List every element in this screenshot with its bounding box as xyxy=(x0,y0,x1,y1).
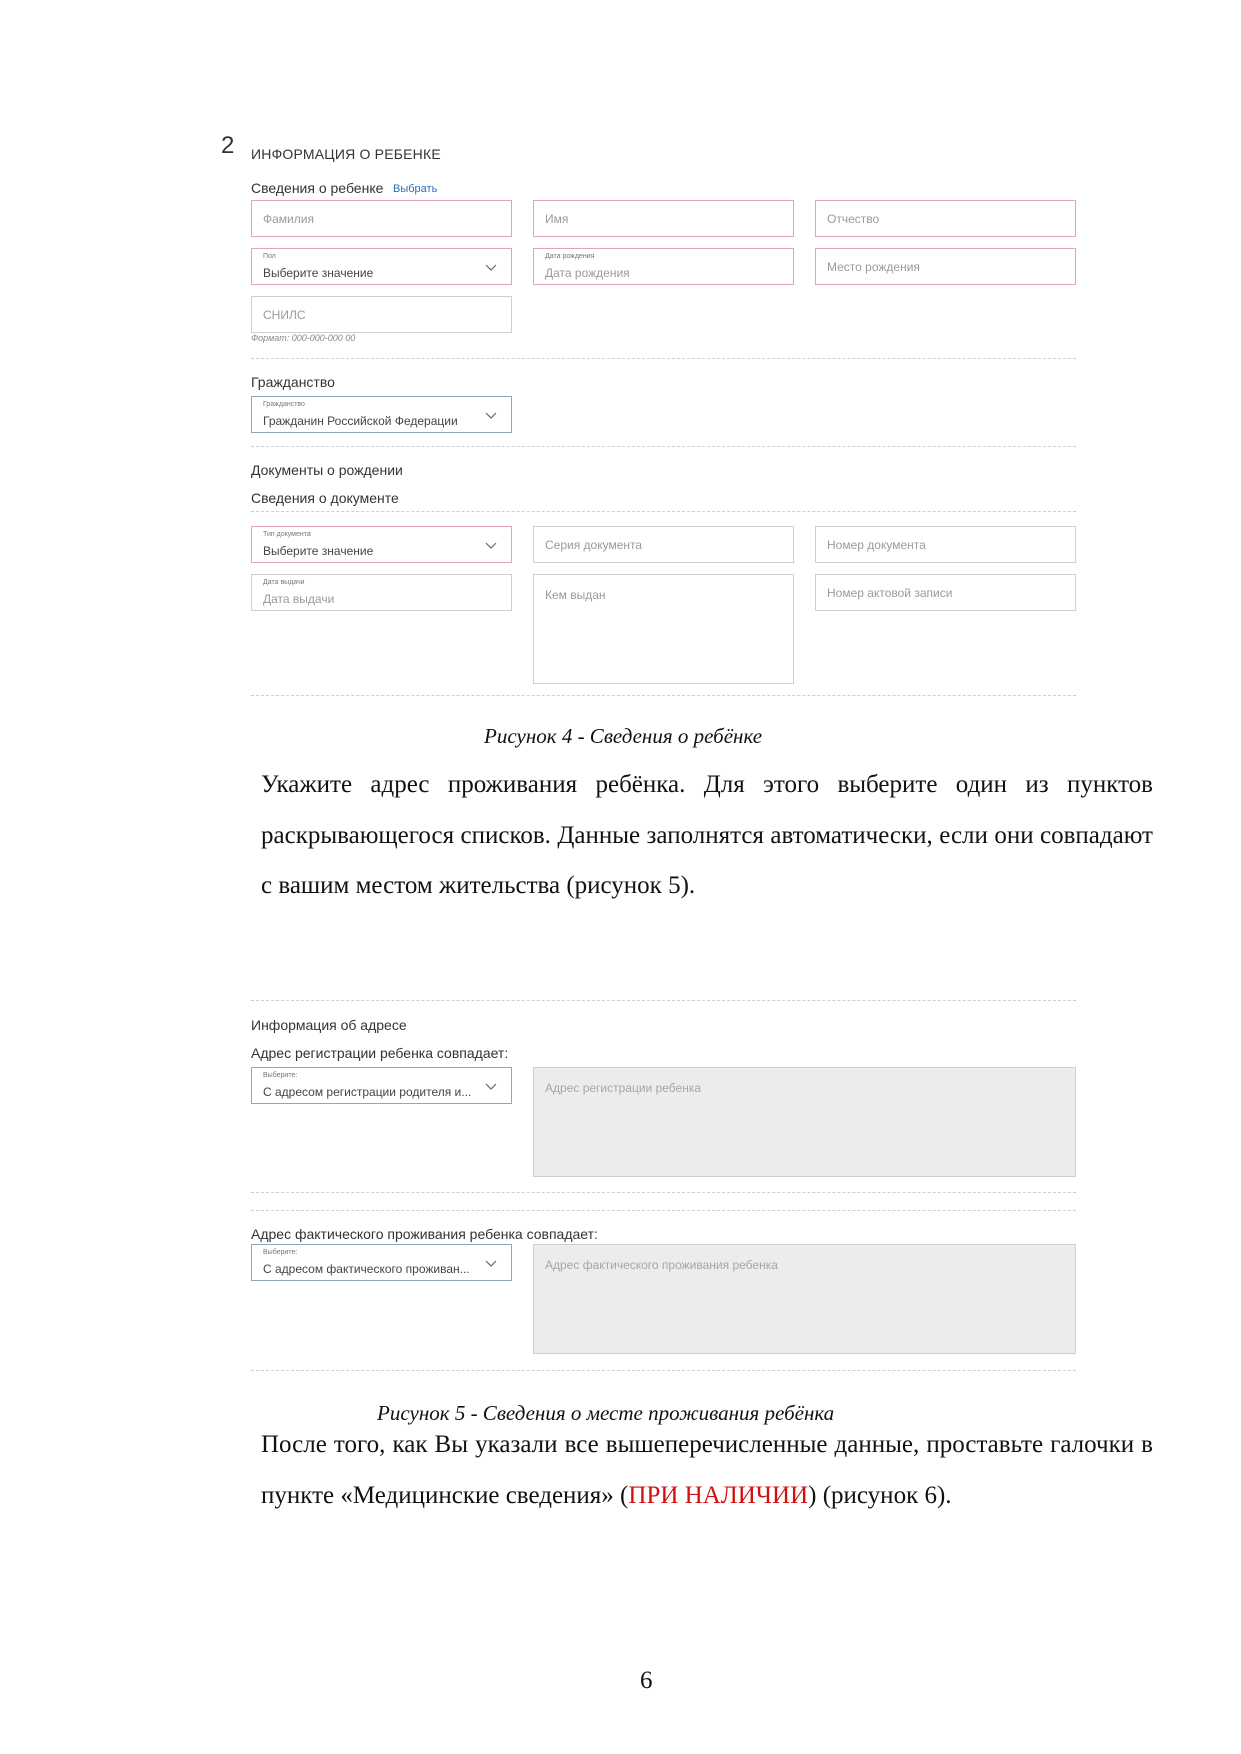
surname-field[interactable] xyxy=(251,200,512,237)
chevron-down-icon xyxy=(485,1080,497,1092)
step-number: 2 xyxy=(221,132,235,159)
reg-match-label: Адрес регистрации ребенка совпадает: xyxy=(251,1045,509,1061)
act-record-placeholder: Номер актовой записи xyxy=(827,586,953,600)
fact-address-select[interactable] xyxy=(251,1244,512,1281)
citizenship-value: Гражданин Российской Федерации xyxy=(263,414,458,428)
citizenship-label: Гражданство xyxy=(263,401,305,408)
fact-match-label: Адрес фактического проживания ребенка совпадает: xyxy=(251,1226,598,1242)
figure-4-caption: Рисунок 4 - Сведения о ребёнке xyxy=(484,724,763,748)
doc-type-label: Тип документа xyxy=(263,531,311,538)
snils-hint: Формат: 000-000-000 00 xyxy=(251,333,356,343)
select-label: Выберите: xyxy=(263,1072,298,1079)
instruction-paragraph-1: Укажите адрес проживания ребёнка. Для этого выберите один из пунктов раскрывающегося списков. Данные заполнятся автоматически, если они совпадают с вашим местом жительства (рисунок 5). xyxy=(261,771,1153,899)
child-info-label: Сведения о ребенке xyxy=(251,180,384,196)
divider xyxy=(251,358,1076,359)
birthplace-placeholder: Место рождения xyxy=(827,260,920,274)
birthplace-field[interactable] xyxy=(815,248,1076,285)
citizenship-select[interactable] xyxy=(251,396,512,433)
name-field[interactable] xyxy=(533,200,794,237)
paragraph-2-end: ) (рисунок 6). xyxy=(808,1481,952,1509)
issue-date-label: Дата выдачи xyxy=(263,579,305,586)
fact-select-value: С адресом фактического проживан... xyxy=(263,1262,470,1276)
gender-label: Пол xyxy=(263,253,276,260)
fact-address-placeholder: Адрес фактического проживания ребенка xyxy=(545,1258,778,1272)
divider xyxy=(251,1192,1076,1193)
chevron-down-icon xyxy=(485,261,497,273)
name-placeholder: Имя xyxy=(545,212,569,226)
doc-type-select[interactable] xyxy=(251,526,512,563)
birthdate-field[interactable] xyxy=(533,248,794,285)
highlight-when-available: ПРИ НАЛИЧИИ xyxy=(628,1481,809,1509)
doc-number-field[interactable] xyxy=(815,526,1076,563)
chevron-down-icon xyxy=(485,1257,497,1269)
gender-value: Выберите значение xyxy=(263,266,374,280)
fact-address-textarea xyxy=(533,1244,1076,1354)
paragraph-2-text: После того, как Вы указали все вышеперечисленные данные, проставьте галочки в пункте «Медицинские сведения» ( xyxy=(261,1431,1153,1509)
figure-4 xyxy=(0,0,1241,700)
gender-select[interactable] xyxy=(251,248,512,285)
figure-5-caption: Рисунок 5 - Сведения о месте проживания ребёнка xyxy=(377,1401,835,1425)
patronymic-placeholder: Отчество xyxy=(827,212,880,226)
divider xyxy=(251,1210,1076,1211)
issue-date-field[interactable] xyxy=(251,574,512,611)
doc-series-field[interactable] xyxy=(533,526,794,563)
issued-by-textarea[interactable] xyxy=(533,574,794,684)
divider xyxy=(251,695,1076,696)
issue-date-placeholder: Дата выдачи xyxy=(263,592,335,606)
reg-address-placeholder: Адрес регистрации ребенка xyxy=(545,1081,702,1095)
act-record-field[interactable] xyxy=(815,574,1076,611)
surname-placeholder: Фамилия xyxy=(263,212,314,226)
choose-link[interactable]: Выбрать xyxy=(393,183,438,195)
reg-address-select[interactable] xyxy=(251,1067,512,1104)
birth-docs-heading: Документы о рождении xyxy=(251,462,403,478)
chevron-down-icon xyxy=(485,409,497,421)
citizenship-heading: Гражданство xyxy=(251,374,335,390)
doc-series-placeholder: Серия документа xyxy=(545,538,643,552)
divider xyxy=(251,1370,1076,1371)
birthdate-label: Дата рождения xyxy=(545,253,595,260)
chevron-down-icon xyxy=(485,539,497,551)
patronymic-field[interactable] xyxy=(815,200,1076,237)
divider xyxy=(251,1000,1076,1001)
select-label: Выберите: xyxy=(263,1249,298,1256)
page-number: 6 xyxy=(640,1667,653,1694)
doc-info-heading: Сведения о документе xyxy=(251,490,399,506)
divider xyxy=(251,446,1076,447)
doc-number-placeholder: Номер документа xyxy=(827,538,926,552)
doc-type-value: Выберите значение xyxy=(263,544,374,558)
reg-select-value: С адресом регистрации родителя и... xyxy=(263,1085,472,1099)
address-info-heading: Информация об адресе xyxy=(251,1017,407,1033)
snils-field[interactable] xyxy=(251,296,512,333)
figure-5 xyxy=(0,990,1241,1380)
snils-placeholder: СНИЛС xyxy=(263,308,306,322)
issued-by-placeholder: Кем выдан xyxy=(545,588,606,602)
divider xyxy=(251,511,1076,512)
instruction-paragraph-2 xyxy=(261,1420,1153,1521)
reg-address-textarea xyxy=(533,1067,1076,1177)
birthdate-placeholder: Дата рождения xyxy=(545,266,630,280)
section-title: ИНФОРМАЦИЯ О РЕБЕНКЕ xyxy=(251,146,441,162)
